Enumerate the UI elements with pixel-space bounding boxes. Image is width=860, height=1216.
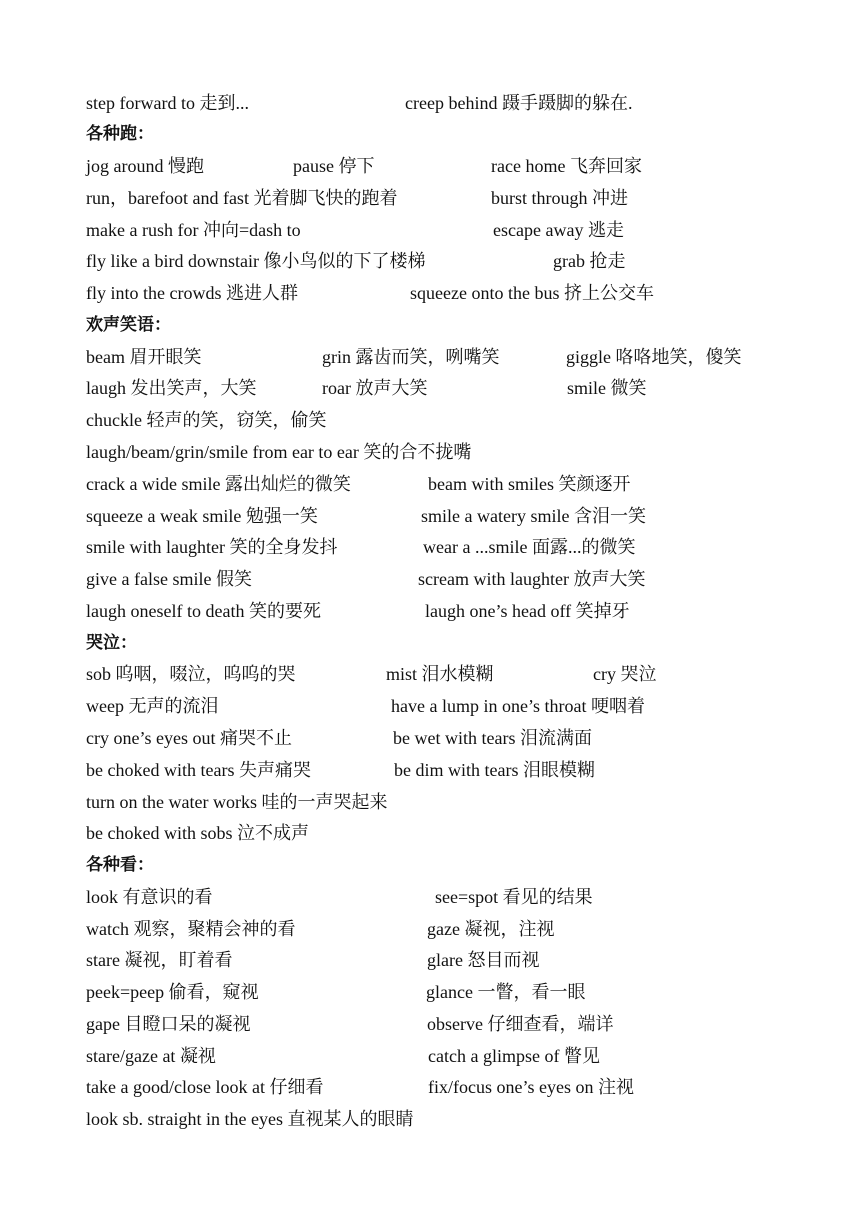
phrase: weep 无声的流泪 xyxy=(86,696,219,716)
phrase: laugh 发出笑声，大笑 xyxy=(86,378,257,398)
phrase: stare/gaze at 凝视 xyxy=(86,1046,216,1066)
phrase: squeeze a weak smile 勉强一笑 xyxy=(86,506,318,526)
phrase: pause 停下 xyxy=(293,156,375,176)
text-line xyxy=(86,182,846,214)
phrase: grin 露齿而笑，咧嘴笑 xyxy=(322,347,500,367)
phrase: beam 眉开眼笑 xyxy=(86,347,202,367)
phrase: smile 微笑 xyxy=(567,378,647,398)
phrase: escape away 逃走 xyxy=(493,220,624,240)
text-line xyxy=(86,944,846,976)
phrase: be choked with tears 失声痛哭 xyxy=(86,760,311,780)
text-line xyxy=(86,1040,846,1072)
text-line xyxy=(86,976,846,1008)
phrase: crack a wide smile 露出灿烂的微笑 xyxy=(86,474,351,494)
phrase: be wet with tears 泪流满面 xyxy=(393,728,592,748)
text-line xyxy=(86,468,846,500)
phrase: grab 抢走 xyxy=(553,251,626,271)
phrase: laugh oneself to death 笑的要死 xyxy=(86,601,321,621)
text-line xyxy=(86,563,846,595)
phrase: catch a glimpse of 瞥见 xyxy=(428,1046,600,1066)
phrase: laugh one’s head off 笑掉牙 xyxy=(425,601,630,621)
phrase: beam with smiles 笑颜逐开 xyxy=(428,474,631,494)
phrase: observe 仔细查看，端详 xyxy=(427,1014,614,1034)
phrase: jog around 慢跑 xyxy=(86,156,204,176)
text-line xyxy=(86,881,846,913)
phrase: wear a ...smile 面露...的微笑 xyxy=(423,537,636,557)
phrase: gaze 凝视，注视 xyxy=(427,919,555,939)
text-line xyxy=(86,214,846,246)
phrase: gape 目瞪口呆的凝视 xyxy=(86,1014,251,1034)
phrase: look 有意识的看 xyxy=(86,887,213,907)
text-line xyxy=(86,277,846,309)
phrase: giggle 咯咯地笑，傻笑 xyxy=(566,347,742,367)
phrase: roar 放声大笑 xyxy=(322,378,428,398)
phrase: have a lump in one’s throat 哽咽着 xyxy=(391,696,645,716)
phrase: take a good/close look at 仔细看 xyxy=(86,1077,324,1097)
phrase: be choked with sobs 泣不成声 xyxy=(86,823,309,843)
phrase: step forward to 走到... xyxy=(86,93,249,113)
phrase: turn on the water works 哇的一声哭起来 xyxy=(86,792,388,812)
section-heading-laugh: 欢声笑语： xyxy=(86,315,171,335)
phrase: fly like a bird downstair 像小鸟似的下了楼梯 xyxy=(86,251,426,271)
text-line xyxy=(86,658,846,690)
text-line xyxy=(86,436,846,468)
phrase: fly into the crowds 逃进人群 xyxy=(86,283,298,303)
phrase: run，barefoot and fast 光着脚飞快的跑着 xyxy=(86,188,398,208)
text-line xyxy=(86,722,846,754)
text-line xyxy=(86,500,846,532)
text-line xyxy=(86,754,846,786)
text-line xyxy=(86,817,846,849)
text-line xyxy=(86,245,846,277)
text-line xyxy=(86,531,846,563)
phrase: peek=peep 偷看，窥视 xyxy=(86,982,259,1002)
phrase: be dim with tears 泪眼模糊 xyxy=(394,760,595,780)
phrase: fix/focus one’s eyes on 注视 xyxy=(428,1077,634,1097)
phrase: squeeze onto the bus 挤上公交车 xyxy=(410,283,654,303)
phrase: cry one’s eyes out 痛哭不止 xyxy=(86,728,292,748)
phrase: glare 怒目而视 xyxy=(427,950,540,970)
phrase: laugh/beam/grin/smile from ear to ear 笑的合不拢嘴 xyxy=(86,442,472,462)
phrase: mist 泪水模糊 xyxy=(386,664,494,684)
phrase: make a rush for 冲向=dash to xyxy=(86,220,301,240)
phrase: see=spot 看见的结果 xyxy=(435,887,593,907)
phrase: watch 观察，聚精会神的看 xyxy=(86,919,296,939)
text-line xyxy=(86,87,846,119)
phrase: glance 一瞥，看一眼 xyxy=(426,982,586,1002)
phrase: creep behind 蹑手蹑脚的躲在. xyxy=(405,93,633,113)
phrase: scream with laughter 放声大笑 xyxy=(418,569,646,589)
text-line xyxy=(86,690,846,722)
text-line xyxy=(86,404,846,436)
phrase: look sb. straight in the eyes 直视某人的眼睛 xyxy=(86,1109,414,1129)
phrase: cry 哭泣 xyxy=(593,664,657,684)
text-line xyxy=(86,341,846,373)
text-line xyxy=(86,1071,846,1103)
phrase: chuckle 轻声的笑，窃笑，偷笑 xyxy=(86,410,327,430)
text-line xyxy=(86,1103,846,1135)
phrase: give a false smile 假笑 xyxy=(86,569,252,589)
text-line xyxy=(86,786,846,818)
section-heading-look: 各种看： xyxy=(86,855,154,875)
section-heading-run: 各种跑： xyxy=(86,124,154,144)
text-line xyxy=(86,1008,846,1040)
phrase: race home 飞奔回家 xyxy=(491,156,642,176)
section-heading-cry: 哭泣： xyxy=(86,633,137,653)
phrase: burst through 冲进 xyxy=(491,188,628,208)
text-line xyxy=(86,913,846,945)
text-line xyxy=(86,150,846,182)
phrase: smile a watery smile 含泪一笑 xyxy=(421,506,646,526)
text-line xyxy=(86,595,846,627)
phrase: stare 凝视，盯着看 xyxy=(86,950,233,970)
phrase: sob 呜咽，啜泣，呜呜的哭 xyxy=(86,664,296,684)
text-line xyxy=(86,372,846,404)
phrase: smile with laughter 笑的全身发抖 xyxy=(86,537,338,557)
